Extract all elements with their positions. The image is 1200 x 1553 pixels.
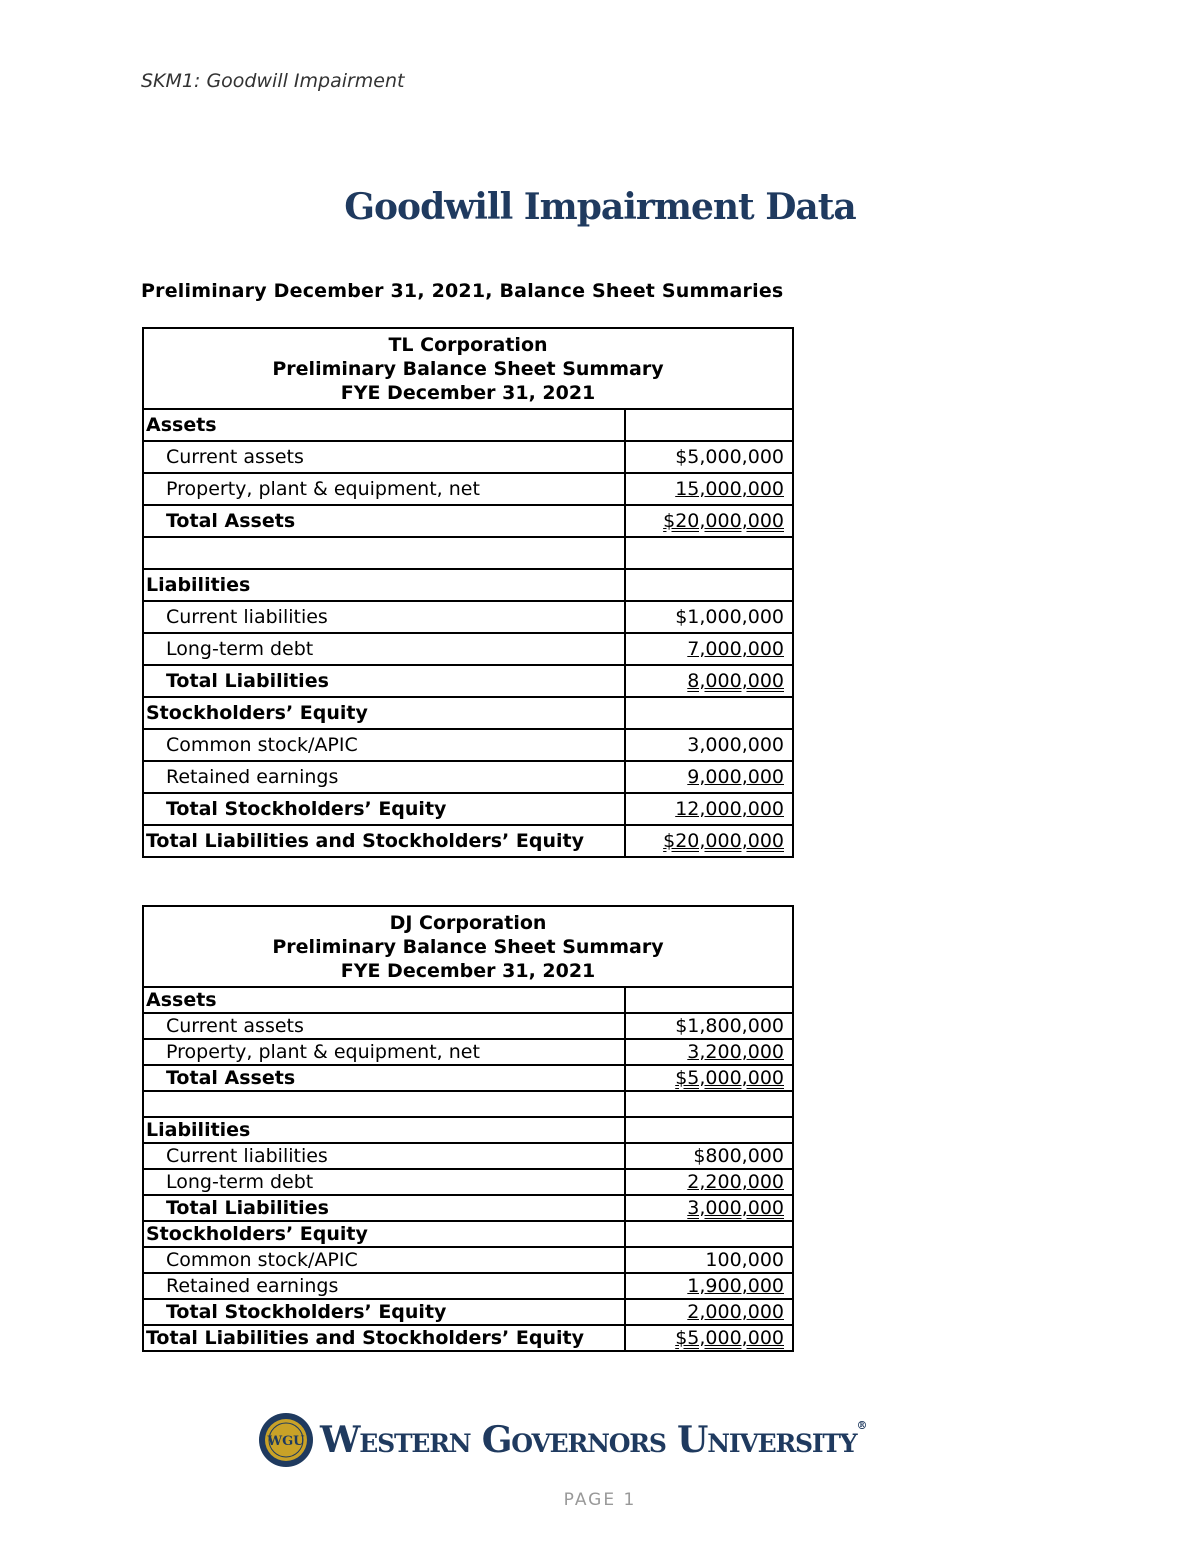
row-label: Retained earnings bbox=[143, 1273, 625, 1299]
table-row bbox=[143, 1117, 793, 1143]
empty-cell bbox=[625, 1091, 793, 1117]
empty-cell bbox=[625, 409, 793, 441]
table-row bbox=[143, 1013, 793, 1039]
table-row bbox=[143, 1169, 793, 1195]
row-value: $800,000 bbox=[625, 1143, 793, 1169]
table-row bbox=[143, 505, 793, 537]
row-label: Total Liabilities and Stockholders’ Equity bbox=[143, 825, 625, 857]
underlined-value: 2,200,000 bbox=[687, 1171, 784, 1193]
table-row bbox=[143, 569, 793, 601]
row-value bbox=[625, 1195, 793, 1221]
row-label: Total Stockholders’ Equity bbox=[143, 1299, 625, 1325]
row-label: Total Liabilities bbox=[143, 665, 625, 697]
empty-cell bbox=[625, 1221, 793, 1247]
underlined-value: 2,000,000 bbox=[687, 1301, 784, 1323]
table-row bbox=[143, 1299, 793, 1325]
row-value bbox=[625, 633, 793, 665]
row-value bbox=[625, 825, 793, 857]
table-header bbox=[143, 328, 793, 409]
row-label: Long-term debt bbox=[143, 1169, 625, 1195]
row-label: Total Stockholders’ Equity bbox=[143, 793, 625, 825]
university-wordmark bbox=[320, 1419, 866, 1461]
row-label: Total Assets bbox=[143, 1065, 625, 1091]
table-row bbox=[143, 761, 793, 793]
row-label: Property, plant & equipment, net bbox=[143, 473, 625, 505]
seal-letters: WGU bbox=[267, 1434, 305, 1449]
table-row bbox=[143, 1143, 793, 1169]
row-label: Long-term debt bbox=[143, 633, 625, 665]
table-row bbox=[143, 987, 793, 1013]
row-value bbox=[625, 1169, 793, 1195]
row-value bbox=[625, 1039, 793, 1065]
row-value bbox=[625, 665, 793, 697]
company-name: DJ Corporation bbox=[389, 912, 547, 934]
empty-cell bbox=[143, 1091, 625, 1117]
table-row bbox=[143, 601, 793, 633]
section-label: Assets bbox=[143, 409, 625, 441]
running-header: SKM1: Goodwill Impairment bbox=[141, 70, 405, 92]
row-label: Current liabilities bbox=[143, 601, 625, 633]
row-value: 100,000 bbox=[625, 1247, 793, 1273]
table-row bbox=[143, 1221, 793, 1247]
table-row bbox=[143, 1091, 793, 1117]
page-title: Goodwill Impairment Data bbox=[344, 186, 856, 228]
double-underlined-value: 8,000,000 bbox=[687, 670, 784, 692]
table-row bbox=[143, 1065, 793, 1091]
table-row bbox=[143, 825, 793, 857]
tl-balance-sheet-table bbox=[142, 327, 794, 858]
wordmark-text: Western Governors University bbox=[320, 1419, 857, 1461]
section-label: Liabilities bbox=[143, 569, 625, 601]
row-value: $5,000,000 bbox=[625, 441, 793, 473]
underlined-value: 7,000,000 bbox=[687, 638, 784, 660]
table-row bbox=[143, 441, 793, 473]
table-header bbox=[143, 906, 793, 987]
table-row bbox=[143, 1195, 793, 1221]
row-value bbox=[625, 505, 793, 537]
row-value bbox=[625, 761, 793, 793]
row-value bbox=[625, 1065, 793, 1091]
table-row bbox=[143, 1247, 793, 1273]
section-label: Stockholders’ Equity bbox=[143, 697, 625, 729]
university-logo bbox=[258, 1412, 866, 1468]
double-underlined-value: $5,000,000 bbox=[675, 1067, 784, 1089]
empty-cell bbox=[143, 537, 625, 569]
underlined-value: 15,000,000 bbox=[675, 478, 784, 500]
registered-mark: ® bbox=[856, 1419, 867, 1432]
row-label: Common stock/APIC bbox=[143, 729, 625, 761]
row-label: Current assets bbox=[143, 1013, 625, 1039]
underlined-value: 1,900,000 bbox=[687, 1275, 784, 1297]
table-row bbox=[143, 793, 793, 825]
underlined-value: 3,200,000 bbox=[687, 1041, 784, 1063]
summary-title: Preliminary Balance Sheet Summary bbox=[272, 358, 664, 380]
row-label: Property, plant & equipment, net bbox=[143, 1039, 625, 1065]
row-value: $1,000,000 bbox=[625, 601, 793, 633]
table-row bbox=[143, 665, 793, 697]
table-row bbox=[143, 1273, 793, 1299]
table-row bbox=[143, 729, 793, 761]
summary-title: Preliminary Balance Sheet Summary bbox=[272, 936, 664, 958]
underlined-value: 12,000,000 bbox=[675, 798, 784, 820]
table-row bbox=[143, 537, 793, 569]
company-name: TL Corporation bbox=[388, 334, 548, 356]
double-underlined-value: $20,000,000 bbox=[663, 510, 784, 532]
fiscal-year-end: FYE December 31, 2021 bbox=[340, 960, 596, 982]
university-seal-icon bbox=[258, 1412, 314, 1468]
underlined-value: 9,000,000 bbox=[687, 766, 784, 788]
table-row bbox=[143, 1325, 793, 1351]
row-label: Retained earnings bbox=[143, 761, 625, 793]
section-label: Assets bbox=[143, 987, 625, 1013]
row-label: Total Assets bbox=[143, 505, 625, 537]
section-subtitle: Preliminary December 31, 2021, Balance Sheet Summaries bbox=[141, 280, 784, 302]
table-row bbox=[143, 473, 793, 505]
row-label: Total Liabilities and Stockholders’ Equity bbox=[143, 1325, 625, 1351]
double-underlined-value: 3,000,000 bbox=[687, 1197, 784, 1219]
row-value bbox=[625, 1325, 793, 1351]
empty-cell bbox=[625, 987, 793, 1013]
row-label: Current assets bbox=[143, 441, 625, 473]
empty-cell bbox=[625, 569, 793, 601]
table-row bbox=[143, 409, 793, 441]
row-label: Current liabilities bbox=[143, 1143, 625, 1169]
row-value bbox=[625, 1299, 793, 1325]
row-label: Total Liabilities bbox=[143, 1195, 625, 1221]
table-row bbox=[143, 697, 793, 729]
table-row bbox=[143, 1039, 793, 1065]
dj-balance-sheet-table bbox=[142, 905, 794, 1352]
empty-cell bbox=[625, 537, 793, 569]
section-label: Stockholders’ Equity bbox=[143, 1221, 625, 1247]
fiscal-year-end: FYE December 31, 2021 bbox=[340, 382, 596, 404]
empty-cell bbox=[625, 697, 793, 729]
double-underlined-value: $20,000,000 bbox=[663, 830, 784, 852]
section-label: Liabilities bbox=[143, 1117, 625, 1143]
table-row bbox=[143, 633, 793, 665]
row-label: Common stock/APIC bbox=[143, 1247, 625, 1273]
row-value: $1,800,000 bbox=[625, 1013, 793, 1039]
row-value: 3,000,000 bbox=[625, 729, 793, 761]
row-value bbox=[625, 793, 793, 825]
row-value bbox=[625, 1273, 793, 1299]
empty-cell bbox=[625, 1117, 793, 1143]
page-number: PAGE 1 bbox=[563, 1490, 637, 1510]
row-value bbox=[625, 473, 793, 505]
double-underlined-value: $5,000,000 bbox=[675, 1327, 784, 1349]
